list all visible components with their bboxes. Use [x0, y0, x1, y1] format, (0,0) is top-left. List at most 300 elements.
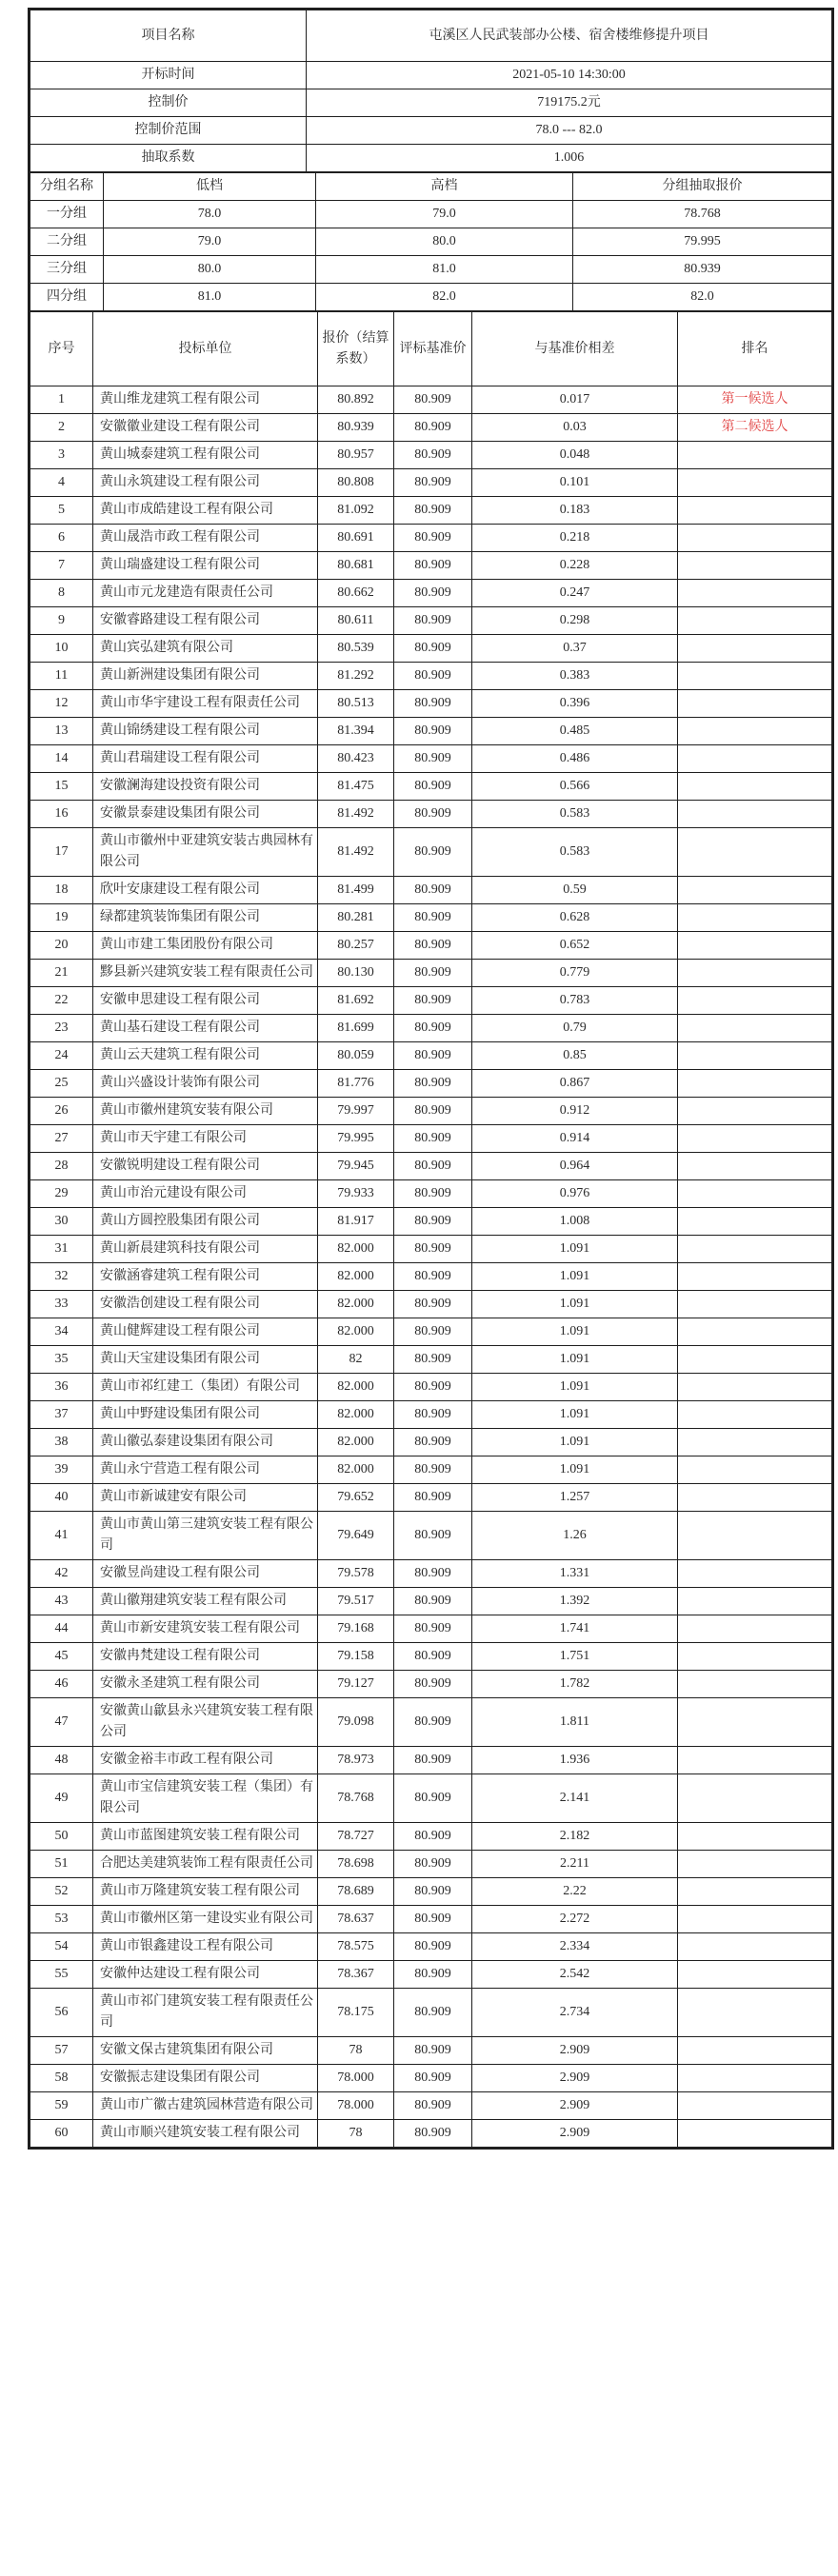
cell-rank: [678, 932, 832, 960]
cell-price: 81.292: [318, 663, 394, 690]
cell-benchmark: 80.909: [394, 877, 472, 904]
cell-benchmark: 80.909: [394, 552, 472, 580]
cell-benchmark: 80.909: [394, 987, 472, 1015]
cell-no: 50: [30, 1823, 93, 1851]
cell-diff: 1.091: [472, 1429, 678, 1456]
cell-no: 15: [30, 773, 93, 801]
cell-bidder: 黄山晟浩市政工程有限公司: [93, 525, 318, 552]
cell-bidder: 安徽睿路建设工程有限公司: [93, 607, 318, 635]
cell-bidder: 黄山基石建设工程有限公司: [93, 1015, 318, 1042]
cell-bidder: 黄山方圆控股集团有限公司: [93, 1208, 318, 1236]
cell-no: 17: [30, 828, 93, 877]
cell-no: 26: [30, 1098, 93, 1125]
cell-benchmark: 80.909: [394, 745, 472, 773]
cell-bidder: 黄山市祁门建筑安装工程有限责任公司: [93, 1989, 318, 2037]
cell-benchmark: 80.909: [394, 386, 472, 414]
cell-benchmark: 80.909: [394, 1401, 472, 1429]
cell-price: 82.000: [318, 1291, 394, 1318]
group-row: [30, 284, 832, 311]
table-row: [30, 1180, 832, 1208]
cell-price: 82.000: [318, 1374, 394, 1401]
cell-no: 37: [30, 1401, 93, 1429]
cell-rank: [678, 1374, 832, 1401]
cell-diff: 1.091: [472, 1401, 678, 1429]
cell-rank: [678, 1401, 832, 1429]
cell-no: 41: [30, 1512, 93, 1560]
group-high: 80.0: [316, 228, 573, 256]
cell-diff: 0.583: [472, 828, 678, 877]
group-price-table: [30, 172, 832, 311]
cell-bidder: 黄山徽弘泰建设集团有限公司: [93, 1429, 318, 1456]
table-row: [30, 386, 832, 414]
cell-bidder: 黄山中野建设集团有限公司: [93, 1401, 318, 1429]
table-row: [30, 801, 832, 828]
table-row: [30, 580, 832, 607]
table-row: [30, 635, 832, 663]
cell-price: 81.492: [318, 828, 394, 877]
cell-price: 81.092: [318, 497, 394, 525]
table-row: [30, 1125, 832, 1153]
cell-price: 81.776: [318, 1070, 394, 1098]
cell-no: 9: [30, 607, 93, 635]
cell-diff: 2.22: [472, 1878, 678, 1906]
table-row: [30, 1098, 832, 1125]
group-row: [30, 228, 832, 256]
cell-rank: [678, 442, 832, 469]
cell-benchmark: 80.909: [394, 1208, 472, 1236]
bids-header-diff: 与基准价相差: [472, 312, 678, 386]
cell-bidder: 黄山瑞盛建设工程有限公司: [93, 552, 318, 580]
table-row: [30, 1318, 832, 1346]
cell-diff: 0.566: [472, 773, 678, 801]
cell-rank: [678, 1291, 832, 1318]
cell-bidder: 安徽澜海建设投资有限公司: [93, 773, 318, 801]
cell-rank: [678, 1042, 832, 1070]
bid-result-document: [28, 8, 834, 2150]
cell-bidder: 黄山市银鑫建设工程有限公司: [93, 1933, 318, 1961]
group-name: 二分组: [30, 228, 104, 256]
cell-rank: [678, 1560, 832, 1588]
cell-bidder: 黄山市建工集团股份有限公司: [93, 932, 318, 960]
cell-benchmark: 80.909: [394, 442, 472, 469]
cell-bidder: 安徽申思建设工程有限公司: [93, 987, 318, 1015]
table-row: [30, 877, 832, 904]
bids-header-row: [30, 312, 832, 386]
cell-bidder: 黄山新晨建筑科技有限公司: [93, 1236, 318, 1263]
cell-diff: 1.741: [472, 1615, 678, 1643]
cell-rank: [678, 960, 832, 987]
cell-no: 8: [30, 580, 93, 607]
bids-header-price: 报价（结算系数）: [318, 312, 394, 386]
cell-bidder: 黄山市新安建筑安装工程有限公司: [93, 1615, 318, 1643]
table-row: [30, 497, 832, 525]
cell-diff: 0.583: [472, 801, 678, 828]
cell-no: 36: [30, 1374, 93, 1401]
cell-diff: 0.976: [472, 1180, 678, 1208]
cell-rank: [678, 2092, 832, 2120]
cell-price: 80.281: [318, 904, 394, 932]
table-row: [30, 442, 832, 469]
cell-price: 82: [318, 1346, 394, 1374]
info-value: 719175.2元: [307, 89, 832, 117]
cell-diff: 1.392: [472, 1588, 678, 1615]
cell-bidder: 安徽涵睿建筑工程有限公司: [93, 1263, 318, 1291]
cell-diff: 0.779: [472, 960, 678, 987]
cell-diff: 0.486: [472, 745, 678, 773]
cell-benchmark: 80.909: [394, 1512, 472, 1560]
cell-rank: [678, 1456, 832, 1484]
cell-price: 80.611: [318, 607, 394, 635]
table-row: [30, 1933, 832, 1961]
cell-bidder: 黄山城泰建筑工程有限公司: [93, 442, 318, 469]
cell-no: 60: [30, 2120, 93, 2148]
cell-benchmark: 80.909: [394, 932, 472, 960]
cell-rank: [678, 745, 832, 773]
table-row: [30, 1961, 832, 1989]
cell-diff: 1.091: [472, 1236, 678, 1263]
cell-diff: 2.141: [472, 1774, 678, 1823]
cell-price: 81.499: [318, 877, 394, 904]
table-row: [30, 2092, 832, 2120]
group-header-row: [30, 173, 832, 201]
cell-no: 46: [30, 1671, 93, 1698]
cell-price: 79.098: [318, 1698, 394, 1747]
cell-price: 79.578: [318, 1560, 394, 1588]
cell-price: 82.000: [318, 1456, 394, 1484]
cell-bidder: 安徽徽业建设工程有限公司: [93, 414, 318, 442]
cell-rank: 第二候选人: [678, 414, 832, 442]
group-row: [30, 201, 832, 228]
cell-price: 78.000: [318, 2092, 394, 2120]
cell-diff: 0.017: [472, 386, 678, 414]
cell-price: 80.808: [318, 469, 394, 497]
cell-rank: [678, 773, 832, 801]
cell-bidder: 黄山永宁营造工程有限公司: [93, 1456, 318, 1484]
table-row: [30, 525, 832, 552]
cell-no: 4: [30, 469, 93, 497]
cell-no: 1: [30, 386, 93, 414]
cell-rank: [678, 1906, 832, 1933]
cell-no: 14: [30, 745, 93, 773]
cell-no: 10: [30, 635, 93, 663]
bids-header-bidder: 投标单位: [93, 312, 318, 386]
table-row: [30, 1374, 832, 1401]
table-row: [30, 987, 832, 1015]
cell-price: 78: [318, 2120, 394, 2148]
cell-bidder: 黄山市徽州建筑安装有限公司: [93, 1098, 318, 1125]
cell-rank: [678, 1961, 832, 1989]
cell-bidder: 黄山永筑建设工程有限公司: [93, 469, 318, 497]
cell-benchmark: 80.909: [394, 773, 472, 801]
cell-no: 23: [30, 1015, 93, 1042]
cell-price: 81.699: [318, 1015, 394, 1042]
cell-rank: [678, 1070, 832, 1098]
cell-rank: [678, 1098, 832, 1125]
table-row: [30, 1878, 832, 1906]
table-row: [30, 1851, 832, 1878]
cell-no: 13: [30, 718, 93, 745]
cell-price: 79.168: [318, 1615, 394, 1643]
bids-rows-body: [30, 386, 832, 2148]
cell-diff: 1.091: [472, 1374, 678, 1401]
table-row: [30, 607, 832, 635]
cell-diff: 0.37: [472, 635, 678, 663]
cell-diff: 1.811: [472, 1698, 678, 1747]
cell-price: 80.691: [318, 525, 394, 552]
cell-rank: [678, 1643, 832, 1671]
info-label: 控制价范围: [30, 117, 307, 145]
table-row: [30, 1615, 832, 1643]
cell-benchmark: 80.909: [394, 1263, 472, 1291]
bids-table: [30, 311, 832, 2148]
cell-price: 79.945: [318, 1153, 394, 1180]
table-row: [30, 745, 832, 773]
cell-rank: [678, 1318, 832, 1346]
cell-benchmark: 80.909: [394, 1643, 472, 1671]
cell-benchmark: 80.909: [394, 1429, 472, 1456]
cell-benchmark: 80.909: [394, 1070, 472, 1098]
cell-benchmark: 80.909: [394, 635, 472, 663]
cell-bidder: 安徽仲达建设工程有限公司: [93, 1961, 318, 1989]
cell-rank: [678, 2120, 832, 2148]
cell-rank: [678, 718, 832, 745]
cell-no: 43: [30, 1588, 93, 1615]
info-row: [30, 62, 832, 89]
cell-no: 49: [30, 1774, 93, 1823]
cell-price: 78.973: [318, 1747, 394, 1774]
cell-bidder: 黄山市天宇建工有限公司: [93, 1125, 318, 1153]
table-row: [30, 1560, 832, 1588]
group-header-drawn-price: 分组抽取报价: [573, 173, 832, 201]
cell-benchmark: 80.909: [394, 1588, 472, 1615]
cell-benchmark: 80.909: [394, 1374, 472, 1401]
cell-no: 42: [30, 1560, 93, 1588]
cell-rank: [678, 552, 832, 580]
group-high: 82.0: [316, 284, 573, 311]
table-row: [30, 1346, 832, 1374]
cell-price: 78.175: [318, 1989, 394, 2037]
cell-bidder: 安徽浩创建设工程有限公司: [93, 1291, 318, 1318]
cell-no: 27: [30, 1125, 93, 1153]
table-row: [30, 828, 832, 877]
cell-no: 34: [30, 1318, 93, 1346]
cell-rank: [678, 635, 832, 663]
group-header-low: 低档: [104, 173, 316, 201]
cell-rank: [678, 1484, 832, 1512]
cell-price: 80.257: [318, 932, 394, 960]
cell-diff: 1.782: [472, 1671, 678, 1698]
cell-bidder: 黄山市元龙建造有限责任公司: [93, 580, 318, 607]
cell-no: 11: [30, 663, 93, 690]
cell-benchmark: 80.909: [394, 1671, 472, 1698]
cell-benchmark: 80.909: [394, 1878, 472, 1906]
cell-bidder: 黟县新兴建筑安装工程有限责任公司: [93, 960, 318, 987]
table-row: [30, 1989, 832, 2037]
cell-bidder: 黄山君瑞建设工程有限公司: [93, 745, 318, 773]
cell-benchmark: 80.909: [394, 1291, 472, 1318]
cell-diff: 0.59: [472, 877, 678, 904]
group-high: 79.0: [316, 201, 573, 228]
cell-no: 7: [30, 552, 93, 580]
cell-bidder: 黄山市万隆建筑安装工程有限公司: [93, 1878, 318, 1906]
group-drawn-price: 80.939: [573, 256, 832, 284]
cell-no: 58: [30, 2065, 93, 2092]
group-name: 一分组: [30, 201, 104, 228]
cell-price: 78: [318, 2037, 394, 2065]
cell-benchmark: 80.909: [394, 1236, 472, 1263]
cell-benchmark: 80.909: [394, 801, 472, 828]
cell-price: 78.637: [318, 1906, 394, 1933]
cell-bidder: 安徽锐明建设工程有限公司: [93, 1153, 318, 1180]
cell-price: 80.681: [318, 552, 394, 580]
cell-bidder: 黄山健辉建设工程有限公司: [93, 1318, 318, 1346]
info-label: 抽取系数: [30, 145, 307, 172]
cell-diff: 0.485: [472, 718, 678, 745]
cell-benchmark: 80.909: [394, 828, 472, 877]
cell-bidder: 安徽永圣建筑工程有限公司: [93, 1671, 318, 1698]
cell-benchmark: 80.909: [394, 469, 472, 497]
cell-bidder: 黄山市蓝图建筑安装工程有限公司: [93, 1823, 318, 1851]
group-row: [30, 256, 832, 284]
table-row: [30, 1823, 832, 1851]
table-row: [30, 1906, 832, 1933]
cell-rank: [678, 1346, 832, 1374]
cell-bidder: 安徽金裕丰市政工程有限公司: [93, 1747, 318, 1774]
cell-bidder: 欣叶安康建设工程有限公司: [93, 877, 318, 904]
cell-no: 48: [30, 1747, 93, 1774]
cell-diff: 0.228: [472, 552, 678, 580]
cell-no: 6: [30, 525, 93, 552]
cell-price: 81.492: [318, 801, 394, 828]
cell-no: 32: [30, 1263, 93, 1291]
cell-price: 80.130: [318, 960, 394, 987]
cell-rank: [678, 1180, 832, 1208]
cell-bidder: 黄山市祁红建工（集团）有限公司: [93, 1374, 318, 1401]
cell-price: 80.939: [318, 414, 394, 442]
cell-benchmark: 80.909: [394, 1961, 472, 1989]
cell-price: 79.127: [318, 1671, 394, 1698]
cell-diff: 2.211: [472, 1851, 678, 1878]
cell-bidder: 黄山兴盛设计装饰有限公司: [93, 1070, 318, 1098]
cell-diff: 2.734: [472, 1989, 678, 2037]
cell-price: 78.698: [318, 1851, 394, 1878]
cell-benchmark: 80.909: [394, 960, 472, 987]
info-value: 屯溪区人民武装部办公楼、宿舍楼维修提升项目: [307, 10, 832, 62]
cell-price: 79.997: [318, 1098, 394, 1125]
cell-diff: 0.79: [472, 1015, 678, 1042]
cell-no: 47: [30, 1698, 93, 1747]
cell-rank: [678, 987, 832, 1015]
cell-benchmark: 80.909: [394, 1989, 472, 2037]
cell-bidder: 黄山市成皓建设工程有限公司: [93, 497, 318, 525]
group-rows-body: [30, 201, 832, 311]
table-row: [30, 773, 832, 801]
cell-no: 25: [30, 1070, 93, 1098]
cell-price: 78.689: [318, 1878, 394, 1906]
table-row: [30, 663, 832, 690]
cell-price: 79.649: [318, 1512, 394, 1560]
cell-rank: [678, 1851, 832, 1878]
cell-bidder: 黄山云天建筑工程有限公司: [93, 1042, 318, 1070]
cell-diff: 2.909: [472, 2092, 678, 2120]
cell-no: 44: [30, 1615, 93, 1643]
cell-no: 52: [30, 1878, 93, 1906]
cell-no: 57: [30, 2037, 93, 2065]
table-row: [30, 1671, 832, 1698]
cell-price: 81.917: [318, 1208, 394, 1236]
cell-price: 80.539: [318, 635, 394, 663]
bids-header-rank: 排名: [678, 312, 832, 386]
group-low: 78.0: [104, 201, 316, 228]
table-row: [30, 1484, 832, 1512]
table-row: [30, 1774, 832, 1823]
cell-price: 78.575: [318, 1933, 394, 1961]
cell-diff: 0.298: [472, 607, 678, 635]
cell-bidder: 黄山天宝建设集团有限公司: [93, 1346, 318, 1374]
info-label: 开标时间: [30, 62, 307, 89]
table-row: [30, 1153, 832, 1180]
cell-price: 82.000: [318, 1263, 394, 1291]
cell-price: 81.475: [318, 773, 394, 801]
cell-diff: 2.909: [472, 2037, 678, 2065]
cell-diff: 2.272: [472, 1906, 678, 1933]
cell-rank: [678, 1671, 832, 1698]
cell-bidder: 黄山锦绣建设工程有限公司: [93, 718, 318, 745]
cell-no: 31: [30, 1236, 93, 1263]
cell-no: 16: [30, 801, 93, 828]
group-name: 三分组: [30, 256, 104, 284]
cell-no: 19: [30, 904, 93, 932]
group-low: 79.0: [104, 228, 316, 256]
cell-no: 45: [30, 1643, 93, 1671]
table-row: [30, 2037, 832, 2065]
table-row: [30, 2065, 832, 2092]
cell-benchmark: 80.909: [394, 525, 472, 552]
cell-benchmark: 80.909: [394, 2065, 472, 2092]
cell-price: 80.662: [318, 580, 394, 607]
table-row: [30, 1588, 832, 1615]
cell-diff: 0.183: [472, 497, 678, 525]
cell-price: 82.000: [318, 1318, 394, 1346]
bids-header-no: 序号: [30, 312, 93, 386]
info-row: [30, 145, 832, 172]
cell-rank: [678, 1774, 832, 1823]
cell-diff: 2.542: [472, 1961, 678, 1989]
info-label: 控制价: [30, 89, 307, 117]
cell-no: 2: [30, 414, 93, 442]
cell-benchmark: 80.909: [394, 2120, 472, 2148]
cell-rank: [678, 1153, 832, 1180]
table-row: [30, 904, 832, 932]
cell-no: 5: [30, 497, 93, 525]
cell-rank: [678, 525, 832, 552]
cell-bidder: 黄山市顺兴建筑安装工程有限公司: [93, 2120, 318, 2148]
cell-price: 78.768: [318, 1774, 394, 1823]
cell-no: 24: [30, 1042, 93, 1070]
cell-diff: 2.909: [472, 2065, 678, 2092]
table-row: [30, 1042, 832, 1070]
cell-price: 80.059: [318, 1042, 394, 1070]
cell-price: 82.000: [318, 1401, 394, 1429]
cell-no: 3: [30, 442, 93, 469]
cell-no: 54: [30, 1933, 93, 1961]
table-row: [30, 414, 832, 442]
cell-rank: [678, 1747, 832, 1774]
group-high: 81.0: [316, 256, 573, 284]
info-row: [30, 89, 832, 117]
cell-rank: [678, 877, 832, 904]
cell-rank: [678, 1878, 832, 1906]
